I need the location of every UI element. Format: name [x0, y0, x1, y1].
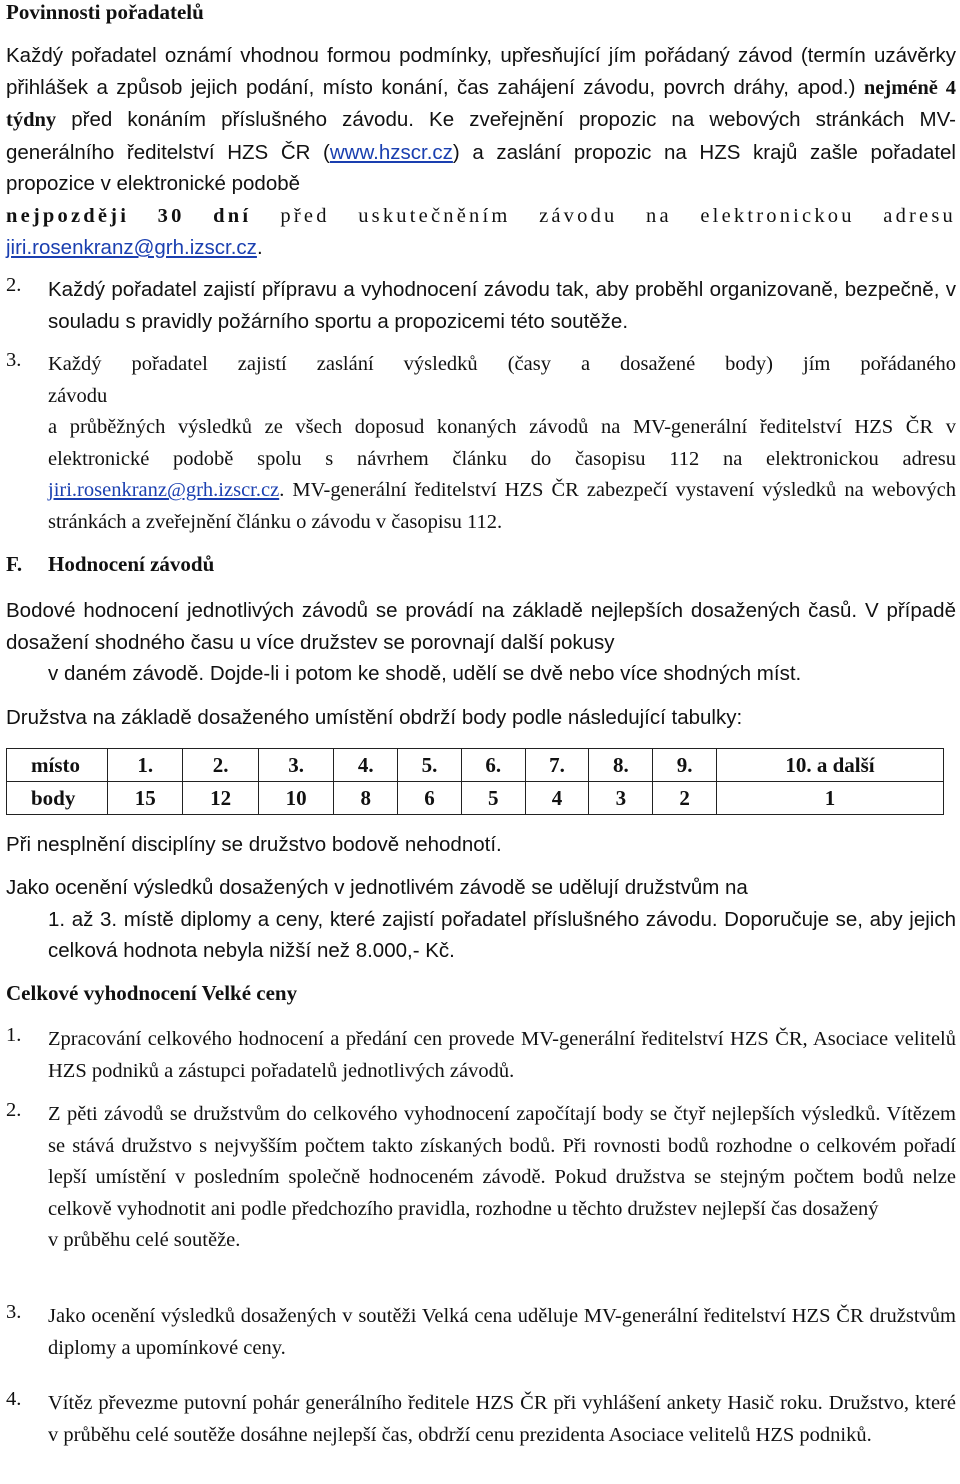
table-cell: 2.: [183, 749, 258, 782]
overall-item-2-text: [48, 1099, 956, 1257]
item-3-number: 3.: [6, 349, 22, 371]
row-label-misto: místo: [7, 749, 108, 782]
latest-emphasis: nejpozději 30 dní: [6, 204, 252, 227]
table-cell: 4.: [334, 749, 398, 782]
overall-item-2-number: 2.: [6, 1099, 22, 1121]
awards-line1: Jako ocenění výsledků dosažených v jednotlivém závodě se udělují družstvům na: [6, 876, 748, 899]
section-heading-celkove: Celkové vyhodnocení Velké ceny: [6, 981, 298, 1005]
overall-item-2-body: Z pěti závodů se družstvům do celkového vyhodnocení započítají body se čtyř nejlepších výsledků. Vítězem se stává družstvo s nejvyšším počtem takto získaných bodů. Při rovnosti bodů rozhodne o celkovém pořadí lepší umístění v posledním společně hodnoceném závodě. Pokud družstva se stejným počtem bodů nelze celkově vyhodnotit ani podle předchozího pravidla, rozhodne u těchto družstev nejlepší čas dosažený: [48, 1103, 956, 1220]
table-cell: 9.: [653, 749, 717, 782]
table-cell: 10: [258, 782, 333, 815]
table-cell: 6: [398, 782, 462, 815]
item-2-number: 2.: [6, 274, 22, 296]
overall-item-3-number: 3.: [6, 1301, 22, 1323]
email-end: .: [256, 236, 263, 259]
item-3-text: [48, 349, 956, 538]
points-intro: Družstva na základě dosaženého umístění obdrží body podle následující tabulky:: [6, 706, 743, 729]
intro-text: Každý pořadatel oznámí vhodnou formou podmínky, upřesňující jím pořádaný závod (termín uzávěrky přihlášek a způsob jejich podání, místo konání, čas zahájení závodu, povrch dráhy, apod.): [6, 44, 956, 99]
publish-text: Ke zveřejnění propozic na webových stránkách MV-generálního ředitelství HZS ČR (: [6, 108, 956, 164]
no-score-note: Při nesplnění disciplíny se družstvo bodově nehodnotí.: [6, 833, 502, 856]
awards-paragraph: [6, 872, 956, 967]
item-2-text: Každý pořadatel zajistí přípravu a vyhodnocení závodu tak, aby proběhl organizovaně, bezpečně, v souladu s pravidly požárního sportu a propozicemi této soutěže.: [48, 278, 956, 333]
table-cell: 12: [183, 782, 258, 815]
table-row-points: [7, 782, 944, 815]
item-3-line1: Každý pořadatel zajistí zaslání výsledků (časy a dosažené body) jím pořádaného: [48, 353, 956, 375]
paragraph-organizer-duties: [6, 40, 956, 264]
table-row-places: [7, 749, 944, 782]
table-cell: 5.: [398, 749, 462, 782]
deadline-emphasis: nejméně 4 týdny: [6, 76, 956, 131]
table-cell: 4: [525, 782, 589, 815]
item-3-line3: a průběžných výsledků ze všech doposud konaných závodů na MV-generální ředitelství HZS ČR v elektronické podobě spolu s návrhem článku do časopisu 112 na elektronickou adresu: [48, 416, 956, 470]
overall-item-2-last-line: v průběhu celé soutěže.: [48, 1229, 241, 1251]
latest-rest: před uskutečněním závodu na elektronickou adresu: [280, 204, 956, 227]
section-heading-povinnosti: Povinnosti pořadatelů: [6, 0, 204, 24]
table-cell: 5: [461, 782, 525, 815]
table-cell: 10. a další: [717, 749, 944, 782]
close-paren: ): [452, 140, 460, 164]
deadline-rest: před konáním příslušného závodu.: [71, 108, 414, 131]
section-f-letter: F.: [6, 552, 23, 576]
website-link[interactable]: www.hzscr.cz: [329, 140, 453, 164]
scoring-paragraph: [6, 595, 956, 690]
overall-item-1-text: Zpracování celkového hodnocení a předání cen provede MV-generální ředitelství HZS ČR, Asociace velitelů HZS podniků a zástupci pořadatelů jednotlivých závodů.: [48, 1028, 956, 1082]
send-text: a zaslání propozic na HZS krajů zašle pořadatel propozice v elektronické podobě: [6, 140, 956, 195]
overall-item-4-text: Vítěz převezme putovní pohár generálního ředitele HZS ČR při vyhlášení ankety Hasič roku. Družstvo, které v průběhu celé soutěže dosáhne nejlepší čas, obdrží cenu prezidenta Asociace velitelů HZS podniků.: [48, 1392, 956, 1446]
email-link-2[interactable]: jiri.rosenkranz@grh.izscr.cz: [48, 479, 280, 501]
scoring-text-line3: v daném závodě. Dojde-li i potom ke shodě, udělí se dvě nebo více shodných míst.: [48, 662, 802, 685]
overall-item-3-text: Jako ocenění výsledků dosažených v soutěži Velká cena uděluje MV-generální ředitelství HZS ČR družstvům diplomy a upomínkové ceny.: [48, 1305, 956, 1359]
overall-item-1-number: 1.: [6, 1024, 22, 1046]
points-table: [6, 748, 944, 815]
awards-rest: 1. až 3. místě diplomy a ceny, které zajistí pořadatel příslušného závodu. Doporučuje se, aby jejich celková hodnota nebyla nižší než 8.000,- Kč.: [48, 907, 956, 962]
item-3-rest: . MV-generální ředitelství HZS ČR zabezpečí vystavení výsledků na webových stránkách a zveřejnění článku o závodu v časopisu 112.: [48, 479, 956, 533]
table-cell: 6.: [461, 749, 525, 782]
table-cell: 7.: [525, 749, 589, 782]
section-heading-hodnoceni: Hodnocení závodů: [48, 552, 215, 576]
table-cell: 2: [653, 782, 717, 815]
item-3-line2: závodu: [48, 384, 108, 407]
row-label-body: body: [7, 782, 108, 815]
table-cell: 8: [334, 782, 398, 815]
table-cell: 1: [717, 782, 944, 815]
table-cell: 8.: [589, 749, 653, 782]
table-cell: 3.: [258, 749, 333, 782]
overall-item-4-number: 4.: [6, 1388, 22, 1410]
table-cell: 1.: [108, 749, 183, 782]
email-link-1[interactable]: jiri.rosenkranz@grh.izscr.cz: [6, 236, 257, 259]
table-cell: 3: [589, 782, 653, 815]
table-cell: 15: [108, 782, 183, 815]
scoring-text: Bodové hodnocení jednotlivých závodů se provádí na základě nejlepších dosažených časů. V případě dosažení shodného času u více družstev se porovnají další pokusy: [6, 599, 956, 654]
